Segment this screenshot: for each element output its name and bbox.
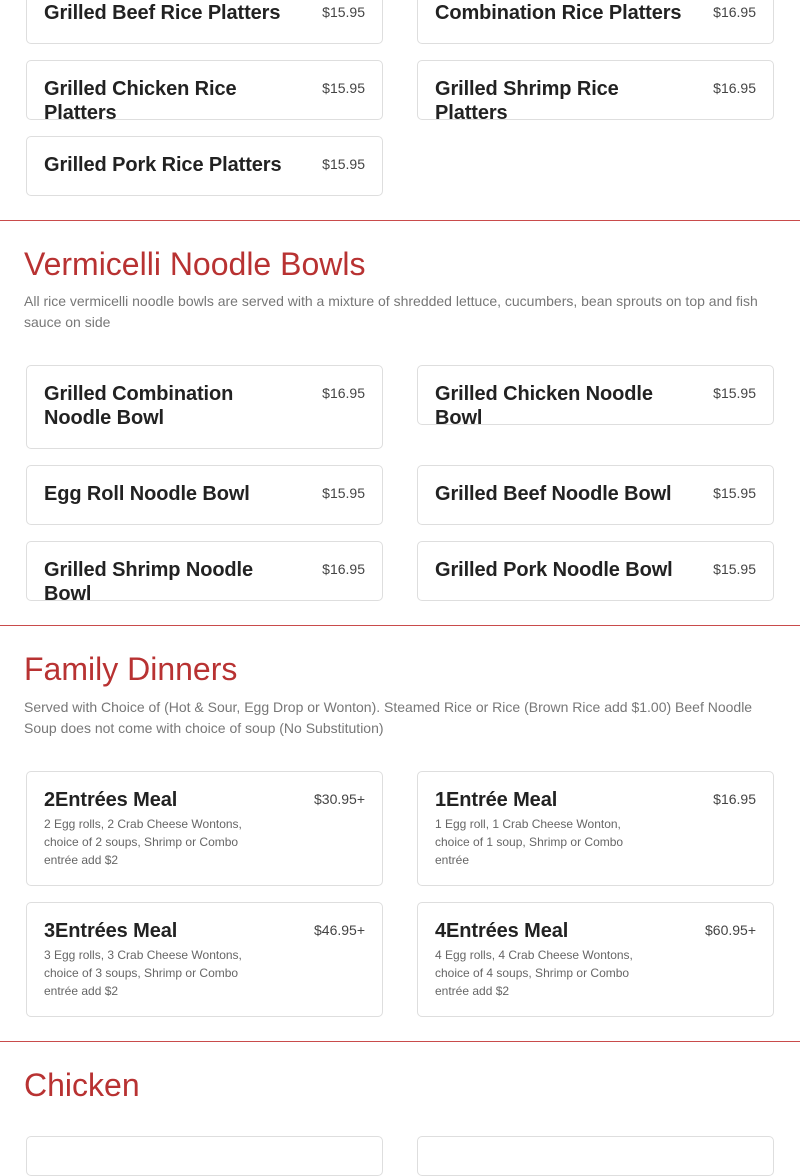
menu-item-card[interactable] — [26, 1136, 383, 1176]
menu-item-price: $15.95 — [713, 561, 756, 577]
menu-item-name: Grilled Shrimp Rice Platters — [435, 78, 619, 124]
section-description: All rice vermicelli noodle bowls are served with a mixture of shredded lettuce, cucumbers, bean sprouts on top and fish sauce on side — [24, 293, 758, 330]
menu-item-description: 2 Egg rolls, 2 Crab Cheese Wontons, choice of 2 soups, Shrimp or Combo entrée add $2 — [44, 817, 242, 867]
menu-item-name: 2Entrées Meal — [44, 789, 178, 811]
menu-item-name: Combination Rice Platters — [435, 2, 682, 24]
section-divider — [0, 220, 800, 221]
menu-item-name: Grilled Pork Rice Platters — [44, 154, 282, 176]
section-title: Vermicelli Noodle Bowls — [24, 246, 366, 282]
menu-item-card[interactable] — [26, 60, 383, 124]
menu-item-card[interactable] — [417, 541, 774, 601]
menu-item-card[interactable] — [417, 0, 774, 44]
menu-item-price: $16.95 — [713, 4, 756, 20]
menu-item-name: Egg Roll Noodle Bowl — [44, 483, 250, 505]
section-title: Family Dinners — [24, 651, 238, 687]
menu-item-price: $16.95 — [713, 80, 756, 96]
section-title: Chicken — [24, 1067, 140, 1103]
menu-item-card[interactable] — [26, 365, 383, 449]
menu-item-price: $16.95 — [322, 385, 365, 401]
menu-item-name: 4Entrées Meal — [435, 920, 569, 942]
menu-item-card[interactable] — [26, 902, 383, 1017]
menu-item-price: $30.95+ — [314, 791, 365, 807]
menu-item-card[interactable] — [26, 465, 383, 525]
menu-item-price: $60.95+ — [705, 922, 756, 938]
menu-item-price: $46.95+ — [314, 922, 365, 938]
menu-item-card[interactable] — [26, 136, 383, 196]
menu-item-name: Grilled Chicken Rice Platters — [44, 78, 237, 124]
menu-item-price: $15.95 — [713, 485, 756, 501]
menu-item-card[interactable] — [417, 465, 774, 525]
menu-item-card[interactable] — [417, 365, 774, 429]
menu-item-name: Grilled Beef Rice Platters — [44, 2, 281, 24]
menu-item-description: 4 Egg rolls, 4 Crab Cheese Wontons, choice of 4 soups, Shrimp or Combo entrée add $2 — [435, 948, 633, 998]
menu-item-price: $15.95 — [322, 80, 365, 96]
menu-item-card[interactable] — [417, 771, 774, 886]
menu-item-price: $15.95 — [322, 485, 365, 501]
menu-item-price: $15.95 — [713, 385, 756, 401]
menu-item-price: $16.95 — [322, 561, 365, 577]
menu-item-name: Grilled Combination Noodle Bowl — [44, 383, 234, 429]
menu-item-card[interactable] — [26, 541, 383, 605]
section-divider — [0, 1041, 800, 1042]
menu-item-card[interactable] — [26, 0, 383, 44]
menu-item-name: Grilled Shrimp Noodle Bowl — [44, 559, 254, 605]
menu-item-description: 3 Egg rolls, 3 Crab Cheese Wontons, choice of 3 soups, Shrimp or Combo entrée add $2 — [44, 948, 242, 998]
section-divider — [0, 625, 800, 626]
menu-item-name: Grilled Chicken Noodle Bowl — [435, 383, 653, 429]
menu-item-price: $16.95 — [713, 791, 756, 807]
menu-item-price: $15.95 — [322, 4, 365, 20]
menu-item-name: Grilled Beef Noodle Bowl — [435, 483, 672, 505]
menu-item-name: Grilled Pork Noodle Bowl — [435, 559, 673, 581]
menu-item-card[interactable] — [417, 902, 774, 1017]
section-description: Served with Choice of (Hot & Sour, Egg Drop or Wonton). Steamed Rice or Rice (Brown Rice add $1.00) Beef Noodle Soup does not come with choice of soup (No Substitution) — [24, 699, 753, 736]
menu-item-name: 3Entrées Meal — [44, 920, 178, 942]
menu-item-card[interactable] — [26, 771, 383, 886]
menu-item-description: 1 Egg roll, 1 Crab Cheese Wonton, choice of 1 soup, Shrimp or Combo entrée — [435, 817, 624, 867]
menu-item-card[interactable] — [417, 60, 774, 124]
menu-item-card[interactable] — [417, 1136, 774, 1176]
menu-item-price: $15.95 — [322, 156, 365, 172]
menu-item-name: 1Entrée Meal — [435, 789, 558, 811]
